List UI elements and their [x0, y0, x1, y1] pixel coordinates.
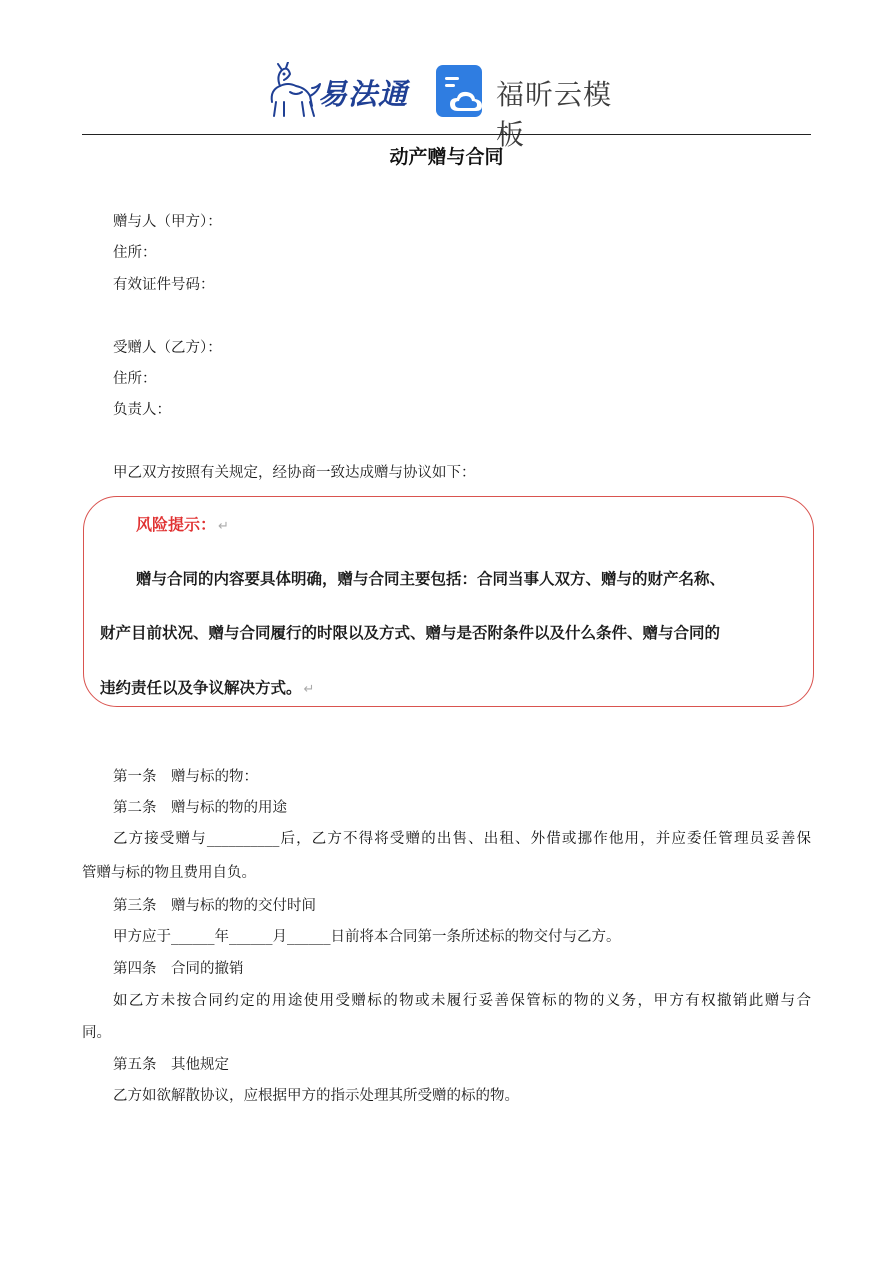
cloud-document-icon	[436, 65, 486, 117]
clause-3-heading: 第三条 赠与标的物的交付时间	[113, 898, 316, 914]
clause-3-body: 甲方应于______年______月______日前将本合同第一条所述标的物交付与乙方。	[113, 929, 621, 945]
paragraph-mark-icon: ↵	[218, 519, 229, 534]
donor-id-number: 有效证件号码：	[113, 277, 215, 293]
risk-line-3: 违约责任以及争议解决方式。	[100, 679, 302, 697]
intro-paragraph: 甲乙双方按照有关规定，经协商一致达成赠与协议如下：	[113, 465, 476, 481]
paragraph-mark-icon: ↵	[303, 682, 315, 697]
risk-line-2: 财产目前状况、赠与合同履行的时限以及方式、赠与是否附条件以及什么条件、赠与合同的	[100, 624, 721, 642]
clause-4-body-line-1: 如乙方未按合同约定的用途使用受赠标的物或未履行妥善保管标的物的义务，甲方有权撤销此赠与合	[113, 993, 811, 1009]
donor-label: 赠与人（甲方）：	[113, 214, 222, 230]
risk-line-3-wrap	[100, 676, 314, 698]
donee-label: 受赠人（乙方）：	[113, 340, 222, 356]
clause-5-body: 乙方如欲解散协议，应根据甲方的指示处理其所受赠的标的物。	[113, 1088, 519, 1104]
clause-2-body-line-1: 乙方接受赠与__________后，乙方不得将受赠的出售、出租、外借或挪作他用，并应委任管理员妥善保	[113, 831, 811, 847]
header	[0, 60, 893, 151]
clause-2-body-line-2: 管赠与标的物且费用自负。	[82, 865, 256, 881]
yifatong-logo	[262, 62, 414, 120]
qilin-icon	[262, 62, 322, 120]
risk-line-1: 赠与合同的内容要具体明确，赠与合同主要包括：合同当事人双方、赠与的财产名称、	[136, 570, 726, 588]
yifatong-logo-text: 易法通	[318, 77, 409, 111]
header-divider	[82, 134, 811, 135]
clause-4-heading: 第四条 合同的撤销	[113, 961, 244, 977]
clause-1-heading: 第一条 赠与标的物：	[113, 769, 258, 785]
document-title: 动产赠与合同	[389, 146, 504, 168]
foxit-cloud-logo-text: 福昕云模板	[496, 78, 613, 151]
donor-address: 住所：	[113, 245, 157, 261]
clause-5-heading: 第五条 其他规定	[113, 1057, 229, 1073]
donee-responsible-person: 负责人：	[113, 402, 171, 418]
risk-title-line	[136, 512, 229, 535]
foxit-cloud-logo	[436, 65, 636, 151]
donee-address: 住所：	[113, 371, 157, 387]
risk-title: 风险提示：	[136, 515, 217, 534]
clause-2-heading: 第二条 赠与标的物的用途	[113, 800, 287, 816]
clause-4-body-line-2: 同。	[82, 1025, 111, 1041]
